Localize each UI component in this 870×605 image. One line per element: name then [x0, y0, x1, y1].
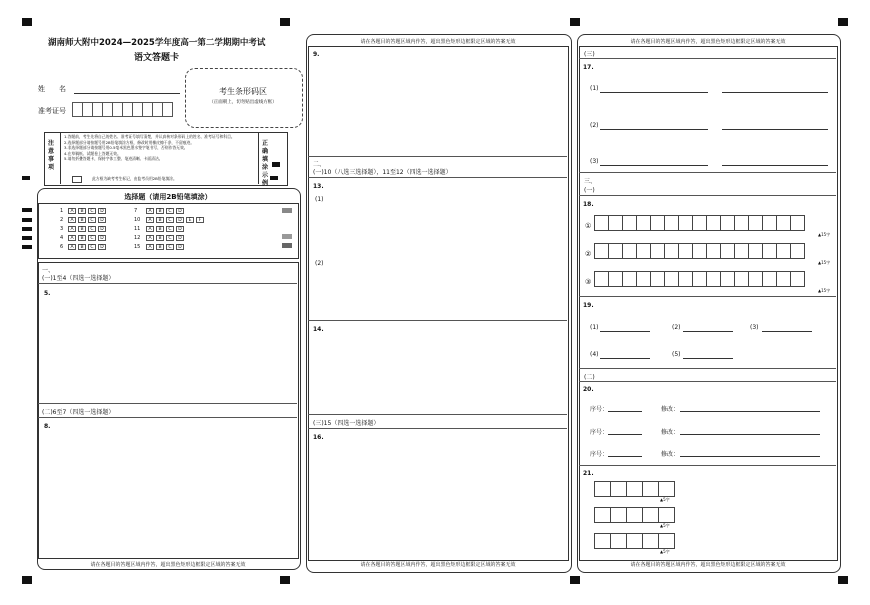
q17-part1: (1) — [590, 85, 599, 92]
q18-grid-2[interactable] — [594, 243, 804, 259]
left-sub1: (一)1至4（四选一选择题） — [42, 275, 115, 282]
q18-row1-label: ① — [585, 222, 592, 230]
timing-mark — [22, 227, 32, 231]
q17-part3: (3) — [590, 158, 599, 165]
right-boundary-bottom: 请在各题目的答题区域内作答，超出黑色矩形边框限定区域的答案无效 — [630, 562, 786, 568]
q19-part3: (3) — [750, 324, 759, 331]
q21-mark-2: ▲5字 — [660, 523, 670, 528]
q20-fix-label: 修改： — [661, 451, 680, 458]
choice-row[interactable]: 15 A B C D — [134, 243, 206, 252]
q19-line[interactable] — [683, 331, 733, 332]
absent-mark-box[interactable] — [72, 176, 82, 183]
q16-answer-area[interactable] — [310, 442, 565, 556]
choice-row[interactable]: 10 A B C D E F — [134, 216, 206, 225]
q19-line[interactable] — [600, 331, 650, 332]
choice-col-1 — [60, 207, 108, 252]
right-boundary-top: 请在各题目的答题区域内作答，超出黑色矩形边框限定区域的答案无效 — [630, 39, 786, 45]
q19-part1: (1) — [590, 324, 599, 331]
timing-mark — [22, 218, 32, 222]
name-field[interactable] — [74, 93, 180, 94]
choice-row[interactable]: 4 A B C D — [60, 234, 108, 243]
timing-mark — [22, 236, 32, 240]
barcode-area — [185, 68, 303, 128]
notice-lines: 1.答题前，考生先将自己的姓名、准考证号填写清楚，并认真核对条形码上的姓名、准考证号和科目。 2.选择题部分请按题号用2B铅笔填涂方框，修改时用橡皮擦干净，不留痕迹。 3.非选择题部分请按题号用0.5毫米黑色墨水签字笔书写，否则作答无效。 4.在草稿纸、试题卷上答题无效。 5.请勿折叠答题卡，保持字体工整、笔迹清晰、卡面清洁。 — [64, 134, 235, 162]
choice-row[interactable]: 6 A B C D — [60, 243, 108, 252]
grey-marker — [282, 234, 292, 239]
q17-line[interactable] — [600, 165, 708, 166]
choice-row[interactable]: 2 A B C D — [60, 216, 108, 225]
divider — [308, 156, 567, 157]
q18-mark-1: ▲15字 — [818, 232, 831, 237]
q21-grid-1[interactable] — [594, 481, 674, 497]
registration-mark-bl — [22, 576, 32, 584]
q13-label: 13. — [313, 183, 324, 190]
q20-fix-line[interactable] — [680, 456, 820, 457]
registration-mark-tm — [570, 18, 580, 26]
registration-mark-tr — [838, 18, 848, 26]
choice-row[interactable]: 12 A B C D — [134, 234, 206, 243]
middle-sub: (一)10（八选三选择题），11至12（四选一选择题） — [313, 169, 452, 176]
q20-seq-line[interactable] — [608, 411, 642, 412]
divider — [579, 296, 836, 297]
q17-line[interactable] — [600, 92, 708, 93]
middle-sub3: (三)15（四选一选择题） — [313, 420, 380, 427]
q17-part2: (2) — [590, 122, 599, 129]
q8-answer-area[interactable] — [40, 430, 295, 554]
exam-id-boxes[interactable] — [72, 102, 172, 117]
q21-grid-3[interactable] — [594, 533, 674, 549]
q21-mark-3: ▲5字 — [660, 549, 670, 554]
divider — [579, 172, 836, 173]
absent-note: 此方框为缺考考生标记，由监考员用2B铅笔填涂。 — [92, 176, 177, 181]
registration-mark-tl2 — [280, 18, 290, 26]
q18-mark-3: ▲15字 — [818, 288, 831, 293]
q18-mark-2: ▲15字 — [818, 260, 831, 265]
q21-grid-2[interactable] — [594, 507, 674, 523]
name-label: 姓 名 — [38, 85, 66, 93]
barcode-title: 考生条形码区 — [219, 87, 267, 96]
choice-row[interactable]: 7 A B C D — [134, 207, 206, 216]
divider — [308, 414, 567, 415]
divider — [308, 428, 567, 429]
q17-line[interactable] — [600, 129, 708, 130]
q19-line[interactable] — [600, 358, 650, 359]
divider — [579, 381, 836, 382]
grey-marker — [282, 208, 292, 213]
registration-mark-br — [838, 576, 848, 584]
right-sub1: (一) — [584, 187, 595, 194]
card-title: 语文答题卡 — [134, 53, 180, 63]
q19-part4: (4) — [590, 351, 599, 358]
example-fill — [272, 162, 280, 167]
school-title: 湖南师大附中2024—2025学年度高一第二学期期中考试 — [48, 38, 266, 48]
divider — [38, 283, 297, 284]
q13-answer-area[interactable] — [310, 192, 565, 318]
q20-fix-line[interactable] — [680, 434, 820, 435]
q20-fix-line[interactable] — [680, 411, 820, 412]
q21-mark-1: ▲5字 — [660, 497, 670, 502]
timing-mark — [22, 208, 32, 212]
example-label: 正确填涂示例 — [262, 140, 269, 187]
q20-seq-label: 序号： — [590, 451, 609, 458]
q14-answer-area[interactable] — [310, 334, 565, 410]
notice-label: 注意事项 — [48, 140, 55, 171]
q19-line[interactable] — [762, 331, 812, 332]
q18-row2-label: ② — [585, 250, 592, 258]
q9-answer-area[interactable] — [310, 60, 565, 154]
q19-part5: (5) — [672, 351, 681, 358]
q14-label: 14. — [313, 326, 324, 333]
q13-part1: (1) — [315, 196, 324, 203]
left-sub2: (二)6至7（四选一选择题） — [42, 409, 115, 416]
divider — [579, 58, 836, 59]
registration-mark-tl — [22, 18, 32, 26]
exam-id-label: 准考证号 — [38, 107, 66, 115]
left-sec1: 一、 — [42, 267, 55, 274]
q16-label: 16. — [313, 434, 324, 441]
choice-row[interactable]: 11 A B C D — [134, 225, 206, 234]
divider — [579, 195, 836, 196]
q19-line[interactable] — [683, 358, 733, 359]
q21-label: 21. — [583, 470, 594, 477]
q20-fix-label: 修改： — [661, 429, 680, 436]
choice-col-2 — [134, 207, 206, 252]
right-sec-three: 三、 — [584, 178, 597, 185]
q19-label: 19. — [583, 302, 594, 309]
middle-boundary-bottom: 请在各题目的答题区域内作答，超出黑色矩形边框限定区域的答案无效 — [360, 562, 516, 568]
q5-label: 5. — [44, 290, 51, 297]
q17-line[interactable] — [722, 92, 828, 93]
timing-mark — [22, 176, 30, 180]
left-boundary-notice: 请在各题目的答题区域内作答，超出黑色矩形边框限定区域的答案无效 — [90, 562, 246, 568]
q17-label: 17. — [583, 64, 594, 71]
registration-mark-bl2 — [280, 576, 290, 584]
choice-row[interactable]: 1 A B C D — [60, 207, 108, 216]
q8-label: 8. — [44, 423, 51, 430]
q17-line[interactable] — [722, 129, 828, 130]
q9-label: 9. — [313, 51, 320, 58]
q18-label: 18. — [583, 201, 594, 208]
divider — [579, 368, 836, 369]
divider — [38, 417, 297, 418]
middle-sec2: 二、 — [313, 161, 326, 168]
q20-label: 20. — [583, 386, 594, 393]
middle-boundary-top: 请在各题目的答题区域内作答，超出黑色矩形边框限定区域的答案无效 — [360, 39, 516, 45]
q20-seq-label: 序号： — [590, 429, 609, 436]
choice-title: 选择题（请用2B铅笔填涂） — [124, 193, 212, 201]
registration-mark-bm — [570, 576, 580, 584]
q20-fix-label: 修改： — [661, 406, 680, 413]
divider — [308, 320, 567, 321]
q13-part2: (2) — [315, 260, 324, 267]
timing-mark — [22, 245, 32, 249]
q17-line[interactable] — [722, 165, 828, 166]
divider — [308, 177, 567, 178]
right-sec3: (三) — [584, 51, 595, 58]
grey-marker — [282, 243, 292, 248]
q18-row3-label: ③ — [585, 278, 592, 286]
divider — [579, 465, 836, 466]
choice-row[interactable]: 3 A B C D — [60, 225, 108, 234]
q19-part2: (2) — [672, 324, 681, 331]
q20-seq-label: 序号： — [590, 406, 609, 413]
right-sub2: (二) — [584, 374, 595, 381]
q5-answer-area[interactable] — [40, 298, 295, 398]
q18-grid-1[interactable] — [594, 215, 804, 231]
q20-seq-line[interactable] — [608, 456, 642, 457]
q20-seq-line[interactable] — [608, 434, 642, 435]
barcode-note: （正面朝上，切勿贴出虚线方框） — [209, 100, 277, 105]
q18-grid-3[interactable] — [594, 271, 804, 287]
divider — [38, 403, 297, 404]
